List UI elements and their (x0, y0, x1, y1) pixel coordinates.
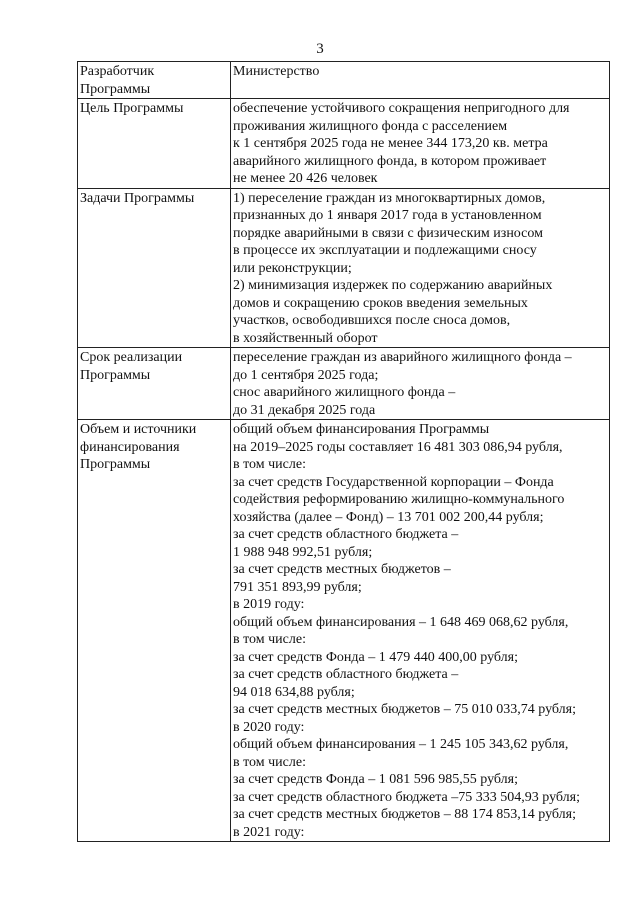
row-value-financing (231, 420, 610, 842)
row-value-period (231, 348, 610, 420)
value-line: в том числе: (233, 457, 306, 472)
value-line: Министерство (233, 64, 320, 79)
table-row-financing (78, 420, 610, 842)
value-line: в том числе: (233, 632, 306, 647)
value-line: к 1 сентября 2025 года не менее 344 173,20 кв. метра (233, 136, 548, 151)
value-line: 2) минимизация издержек по содержанию аварийных (233, 278, 553, 293)
label-line: Объем и источники (80, 422, 197, 437)
value-line: в хозяйственный оборот (233, 330, 378, 346)
value-line: аварийного жилищного фонда, в котором проживает (233, 153, 547, 169)
label-line: Задачи Программы (80, 190, 195, 206)
value-line: за счет средств областного бюджета – (233, 527, 459, 542)
label-line: финансирования (80, 439, 180, 455)
value-line: в том числе: (233, 754, 306, 770)
value-line: общий объем финансирования – 1 245 105 343,62 рубля, (233, 737, 569, 752)
passport-table-body (78, 62, 610, 842)
value-line: 791 351 893,99 рубля; (233, 579, 362, 595)
value-line: до 31 декабря 2025 года (233, 402, 376, 418)
table-row-tasks (78, 188, 610, 348)
label-line: Разработчик (80, 64, 155, 79)
value-line: хозяйства (далее – Фонд) – 13 701 002 200,44 рубля; (233, 509, 544, 525)
label-line: Программы (80, 457, 151, 472)
value-line: в процессе их эксплуатации и подлежащими сносу (233, 243, 537, 258)
value-line: или реконструкции; (233, 260, 352, 276)
label-line: Срок реализации (80, 350, 183, 365)
value-line: содействия реформированию жилищно-коммунального (233, 492, 565, 507)
value-line: порядке аварийными в связи с физическим износом (233, 225, 543, 241)
page-number: 3 (316, 41, 324, 57)
value-line: за счет средств областного бюджета –75 333 504,93 рубля; (233, 789, 580, 805)
label-line: Программы (80, 367, 151, 383)
program-passport-table (77, 61, 610, 842)
value-line: не менее 20 426 человек (233, 171, 378, 186)
row-value-developer (231, 62, 610, 99)
value-line: 94 018 634,88 рубля; (233, 684, 355, 700)
table-row-period (78, 348, 610, 420)
value-line: в 2019 году: (233, 597, 305, 612)
value-line: за счет средств местных бюджетов – (233, 562, 451, 577)
value-line: участков, освободившихся после сноса домов, (233, 313, 511, 328)
value-line: 1 988 948 992,51 рубля; (233, 544, 373, 560)
value-line: общий объем финансирования – 1 648 469 068,62 рубля, (233, 614, 569, 630)
value-line: признанных до 1 января 2017 года в установленном (233, 208, 542, 223)
value-line: за счет средств местных бюджетов – 75 010 033,74 рубля; (233, 702, 576, 717)
value-line: домов и сокращению сроков введения земельных (233, 295, 528, 311)
value-line: переселение граждан из аварийного жилищного фонда – (233, 350, 572, 365)
value-line: на 2019–2025 годы составляет 16 481 303 086,94 рубля, (233, 439, 563, 455)
row-label-developer (78, 62, 231, 99)
row-label-period (78, 348, 231, 420)
value-line: в 2020 году: (233, 719, 305, 735)
value-line: за счет средств Фонда – 1 081 596 985,55 рубля; (233, 772, 518, 787)
table-row-goal (78, 99, 610, 189)
label-line: Программы (80, 81, 151, 97)
value-line: обеспечение устойчивого сокращения непригодного для (233, 101, 570, 116)
value-line: снос аварийного жилищного фонда – (233, 385, 456, 400)
row-label-tasks (78, 188, 231, 348)
row-label-financing (78, 420, 231, 842)
value-line: в 2021 году: (233, 824, 305, 840)
value-line: проживания жилищного фонда с расселением (233, 118, 508, 134)
row-value-tasks (231, 188, 610, 348)
row-value-goal (231, 99, 610, 189)
value-line: за счет средств Фонда – 1 479 440 400,00 рубля; (233, 649, 518, 665)
value-line: за счет средств местных бюджетов – 88 174 853,14 рубля; (233, 807, 576, 822)
table-row-developer (78, 62, 610, 99)
value-line: до 1 сентября 2025 года; (233, 367, 379, 383)
row-label-goal (78, 99, 231, 189)
value-line: за счет средств Государственной корпорации – Фонда (233, 474, 554, 490)
label-line: Цель Программы (80, 101, 184, 116)
value-line: за счет средств областного бюджета – (233, 667, 459, 682)
value-line: общий объем финансирования Программы (233, 422, 490, 437)
value-line: 1) переселение граждан из многоквартирных домов, (233, 190, 546, 206)
